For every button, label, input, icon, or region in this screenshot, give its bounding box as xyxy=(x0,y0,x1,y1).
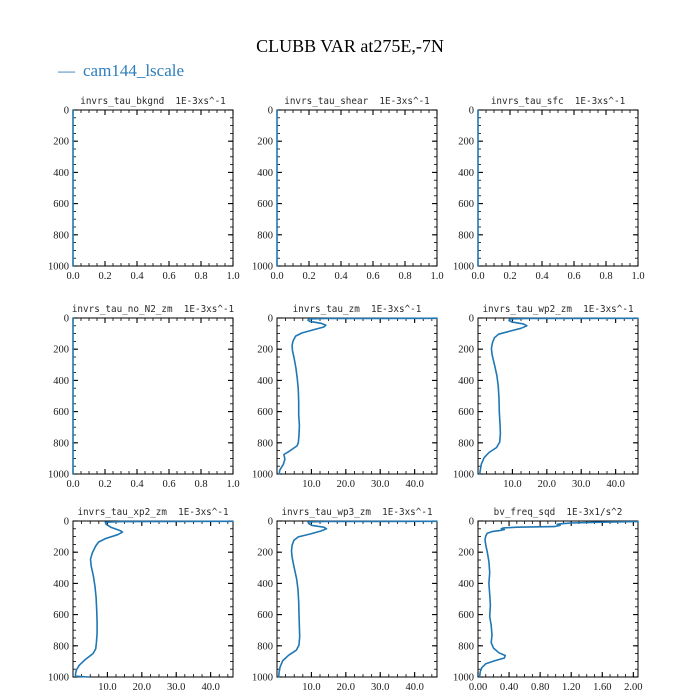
y-tick-label: 1000 xyxy=(252,469,273,481)
plot-frame xyxy=(277,110,437,266)
x-tick-label: 1.60 xyxy=(593,682,612,693)
plot-frame xyxy=(478,110,638,266)
plot-frame xyxy=(478,318,638,474)
plot-frame xyxy=(277,521,437,677)
y-tick-label: 200 xyxy=(257,547,273,559)
y-tick-label: 800 xyxy=(458,230,474,242)
subplot-title: invrs_tau_no_N2_zm 1E-3xs^-1 xyxy=(71,304,235,315)
curve-cam144_lscale xyxy=(480,522,638,677)
x-tick-label: 1.0 xyxy=(226,271,240,282)
y-tick-label: 1000 xyxy=(48,469,69,481)
x-tick-label: 0.2 xyxy=(302,271,316,282)
y-tick-label: 1000 xyxy=(252,261,273,273)
subplot-invrs_tau_shear xyxy=(252,96,444,282)
x-tick-label: 20.0 xyxy=(132,682,152,693)
y-tick-label: 800 xyxy=(257,641,273,653)
y-tick-label: 200 xyxy=(458,136,474,148)
x-tick-label: 1.0 xyxy=(430,271,444,282)
curve-cam144_lscale xyxy=(75,521,233,677)
y-tick-label: 200 xyxy=(53,136,69,148)
y-tick-label: 0 xyxy=(63,105,69,117)
x-tick-label: 0.2 xyxy=(98,271,112,282)
subplot-invrs_tau_wp2_zm xyxy=(453,304,638,490)
y-tick-label: 0 xyxy=(468,516,474,528)
y-tick-label: 200 xyxy=(458,547,474,559)
y-tick-label: 800 xyxy=(458,438,474,450)
x-tick-label: 0.40 xyxy=(499,682,519,693)
y-tick-label: 400 xyxy=(458,578,474,590)
subplot-title: invrs_tau_xp2_zm 1E-3xs^-1 xyxy=(77,507,229,518)
plot-frame xyxy=(73,318,233,474)
y-tick-label: 0 xyxy=(267,105,273,117)
x-tick-label: 0.8 xyxy=(398,271,412,282)
subplot-invrs_tau_wp3_zm xyxy=(252,507,437,693)
y-tick-label: 600 xyxy=(53,407,69,419)
curve-cam144_lscale xyxy=(480,318,638,474)
x-tick-label: 20.0 xyxy=(336,479,356,490)
x-tick-label: 0.8 xyxy=(194,479,208,490)
x-tick-label: 20.0 xyxy=(336,682,356,693)
x-tick-label: 0.4 xyxy=(130,479,144,490)
subplot-invrs_tau_zm xyxy=(252,304,437,490)
y-tick-label: 400 xyxy=(257,375,273,387)
y-tick-label: 400 xyxy=(257,578,273,590)
y-tick-label: 1000 xyxy=(48,672,69,684)
y-tick-label: 400 xyxy=(458,167,474,179)
x-tick-label: 40.0 xyxy=(201,682,220,693)
y-tick-label: 0 xyxy=(63,516,69,528)
plot-frame xyxy=(73,110,233,266)
y-tick-label: 600 xyxy=(458,407,474,419)
x-tick-label: 0.0 xyxy=(66,479,80,490)
x-tick-label: 30.0 xyxy=(167,682,186,693)
x-tick-label: 10.0 xyxy=(503,479,522,490)
x-tick-label: 0.6 xyxy=(567,271,581,282)
y-tick-label: 200 xyxy=(257,136,273,148)
y-tick-label: 800 xyxy=(53,438,69,450)
curve-cam144_lscale xyxy=(279,521,437,677)
legend-series-label: cam144_lscale xyxy=(83,61,185,80)
subplot-title: invrs_tau_shear 1E-3xs^-1 xyxy=(284,96,430,107)
x-tick-label: 40.0 xyxy=(405,479,424,490)
x-tick-label: 30.0 xyxy=(371,682,390,693)
x-tick-label: 0.8 xyxy=(599,271,613,282)
x-tick-label: 0.6 xyxy=(162,479,176,490)
x-tick-label: 20.0 xyxy=(537,479,557,490)
y-tick-label: 0 xyxy=(267,516,273,528)
y-tick-label: 800 xyxy=(53,230,69,242)
y-tick-label: 200 xyxy=(53,547,69,559)
x-tick-label: 10.0 xyxy=(302,479,321,490)
y-tick-label: 800 xyxy=(53,641,69,653)
x-tick-label: 30.0 xyxy=(572,479,591,490)
x-tick-label: 0.0 xyxy=(270,271,284,282)
y-tick-label: 1000 xyxy=(48,261,69,273)
x-tick-label: 10.0 xyxy=(98,682,117,693)
x-tick-label: 1.20 xyxy=(562,682,581,693)
y-tick-label: 0 xyxy=(63,313,69,325)
subplot-title: invrs_tau_zm 1E-3xs^-1 xyxy=(292,304,422,315)
subplot-title: invrs_tau_bkgnd 1E-3xs^-1 xyxy=(80,96,226,107)
subplot-title: invrs_tau_wp2_zm 1E-3xs^-1 xyxy=(482,304,634,315)
x-tick-label: 0.4 xyxy=(334,271,348,282)
subplot-title: invrs_tau_sfc 1E-3xs^-1 xyxy=(490,96,626,107)
y-tick-label: 600 xyxy=(257,199,273,211)
x-tick-label: 1.0 xyxy=(631,271,645,282)
x-tick-label: 0.4 xyxy=(130,271,144,282)
y-tick-label: 400 xyxy=(257,167,273,179)
x-tick-label: 0.0 xyxy=(471,271,485,282)
subplot-title: invrs_tau_wp3_zm 1E-3xs^-1 xyxy=(281,507,433,518)
x-tick-label: 0.0 xyxy=(66,271,80,282)
y-tick-label: 400 xyxy=(53,578,69,590)
curve-cam144_lscale xyxy=(279,318,437,474)
y-tick-label: 600 xyxy=(458,199,474,211)
x-tick-label: 0.80 xyxy=(530,682,550,693)
subplot-bv_freq_sqd xyxy=(453,507,643,693)
x-tick-label: 0.2 xyxy=(503,271,517,282)
y-tick-label: 600 xyxy=(257,407,273,419)
x-tick-label: 30.0 xyxy=(371,479,390,490)
x-tick-label: 0.8 xyxy=(194,271,208,282)
subplot-invrs_tau_bkgnd xyxy=(48,96,240,282)
subplot-invrs_tau_no_N2_zm xyxy=(48,304,240,490)
y-tick-label: 0 xyxy=(267,313,273,325)
y-tick-label: 1000 xyxy=(453,261,474,273)
x-tick-label: 1.0 xyxy=(226,479,240,490)
figure-title: CLUBB VAR at275E,-7N xyxy=(256,36,444,56)
x-tick-label: 0.00 xyxy=(468,682,488,693)
y-tick-label: 200 xyxy=(458,344,474,356)
x-tick-label: 40.0 xyxy=(405,682,424,693)
y-tick-label: 600 xyxy=(53,610,69,622)
x-tick-label: 0.2 xyxy=(98,479,112,490)
y-tick-label: 1000 xyxy=(252,672,273,684)
x-tick-label: 0.6 xyxy=(366,271,380,282)
y-tick-label: 800 xyxy=(257,438,273,450)
plot-frame xyxy=(277,318,437,474)
y-tick-label: 600 xyxy=(53,199,69,211)
x-tick-label: 2.00 xyxy=(624,682,643,693)
subplot-invrs_tau_sfc xyxy=(453,96,645,282)
legend-line-icon: — xyxy=(58,61,75,80)
y-tick-label: 0 xyxy=(468,105,474,117)
subplot-title: bv_freq_sqd 1E-3x1/s^2 xyxy=(493,507,623,518)
y-tick-label: 400 xyxy=(458,375,474,387)
y-tick-label: 800 xyxy=(257,230,273,242)
y-tick-label: 600 xyxy=(458,610,474,622)
y-tick-label: 1000 xyxy=(453,672,474,684)
y-tick-label: 1000 xyxy=(453,469,474,481)
y-tick-label: 0 xyxy=(468,313,474,325)
x-tick-label: 0.6 xyxy=(162,271,176,282)
x-tick-label: 10.0 xyxy=(302,682,321,693)
y-tick-label: 400 xyxy=(53,167,69,179)
y-tick-label: 800 xyxy=(458,641,474,653)
x-tick-label: 40.0 xyxy=(606,479,625,490)
x-tick-label: 0.4 xyxy=(535,271,549,282)
y-tick-label: 400 xyxy=(53,375,69,387)
y-tick-label: 600 xyxy=(257,610,273,622)
subplot-invrs_tau_xp2_zm xyxy=(48,507,233,693)
y-tick-label: 200 xyxy=(257,344,273,356)
y-tick-label: 200 xyxy=(53,344,69,356)
